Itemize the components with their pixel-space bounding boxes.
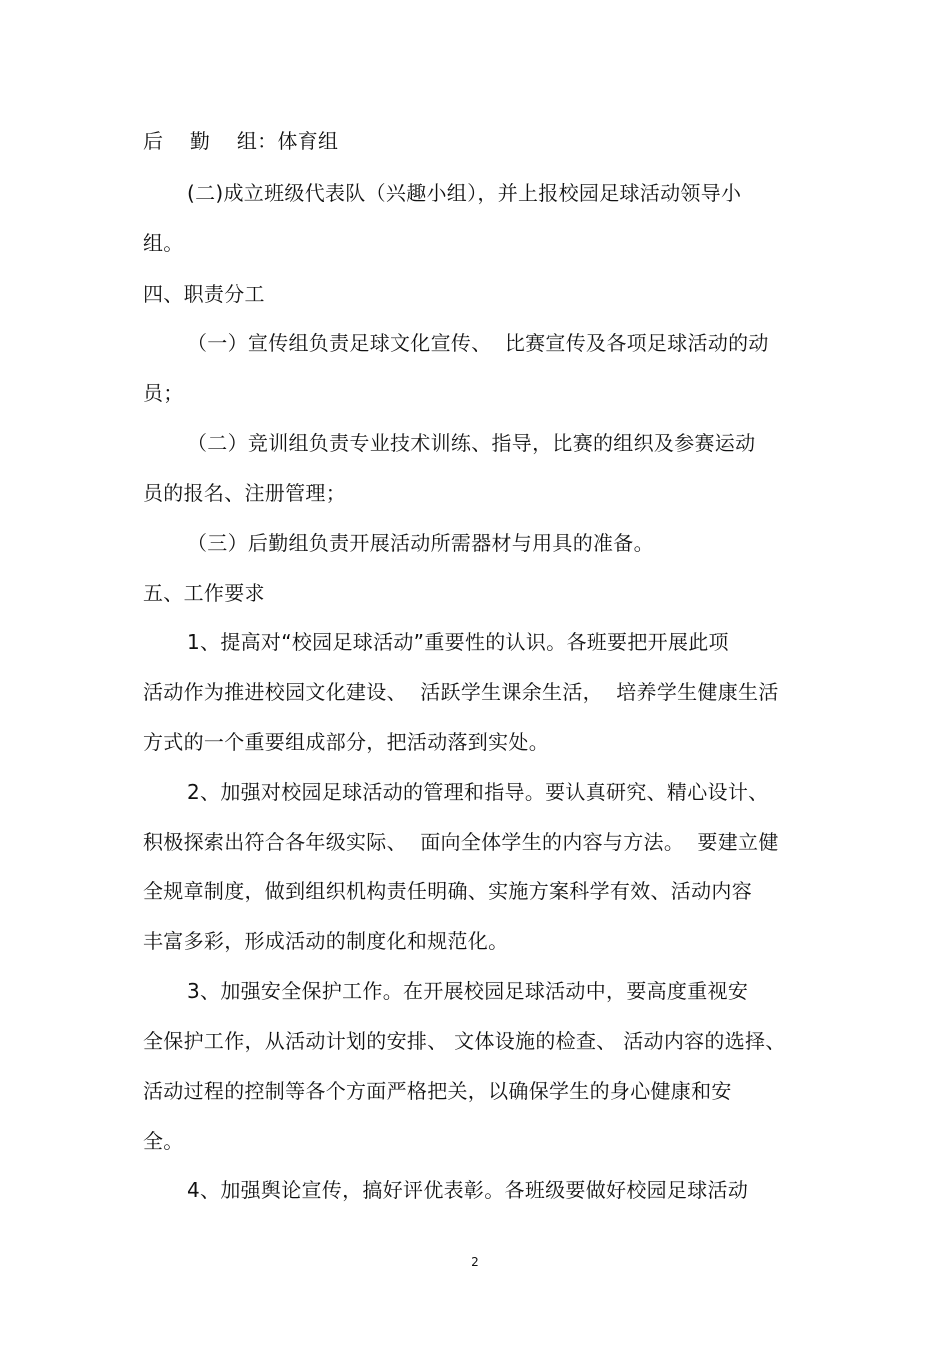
page-number: 2 xyxy=(471,1255,479,1269)
requirement-2-line-4: 丰富多彩，形成活动的制度化和规范化。 xyxy=(143,929,509,953)
requirement-1-line-3: 方式的一个重要组成部分，把活动落到实处。 xyxy=(143,730,549,754)
class-team-paragraph-line-2: 组。 xyxy=(143,231,184,255)
requirement-1-line-2: 活动作为推进校园文化建设、 活跃学生课余生活， 培养学生健康生活 xyxy=(143,680,779,704)
section-heading-duties: 四、职责分工 xyxy=(143,282,265,306)
requirement-2-line-3: 全规章制度，做到组织机构责任明确、实施方案科学有效、活动内容 xyxy=(143,879,752,903)
requirement-3-line-4: 全。 xyxy=(143,1129,184,1153)
requirement-1-line-1: 1、提高对“校园足球活动”重要性的认识。各班要把开展此项 xyxy=(187,630,729,654)
section-heading-requirements: 五、工作要求 xyxy=(143,581,265,605)
duty-item-2-line-2: 员的报名、注册管理； xyxy=(143,481,346,505)
duty-item-2-line-1: （二）竞训组负责专业技术训练、指导，比赛的组织及参赛运动 xyxy=(187,431,756,455)
requirement-2-line-1: 2、加强对校园足球活动的管理和指导。要认真研究、精心设计、 xyxy=(187,780,769,804)
requirement-2-line-2: 积极探索出符合各年级实际、 面向全体学生的内容与方法。 要建立健 xyxy=(143,830,779,854)
logistics-group-line: 后 勤 组：体育组 xyxy=(143,129,339,153)
requirement-3-line-3: 活动过程的控制等各个方面严格把关，以确保学生的身心健康和安 xyxy=(143,1079,732,1103)
class-team-paragraph-line-1: (二)成立班级代表队（兴趣小组），并上报校园足球活动领导小 xyxy=(187,181,742,205)
duty-item-1-line-1: （一）宣传组负责足球文化宣传、 比赛宣传及各项足球活动的动 xyxy=(187,331,769,355)
duty-item-1-line-2: 员； xyxy=(143,381,184,405)
requirement-3-line-2: 全保护工作，从活动计划的安排、 文体设施的检查、 活动内容的选择、 xyxy=(143,1029,786,1053)
duty-item-3-line-1: （三）后勤组负责开展活动所需器材与用具的准备。 xyxy=(187,531,654,555)
requirement-3-line-1: 3、加强安全保护工作。在开展校园足球活动中，要高度重视安 xyxy=(187,979,749,1003)
requirement-4-line-1: 4、加强舆论宣传，搞好评优表彰。各班级要做好校园足球活动 xyxy=(187,1178,749,1202)
